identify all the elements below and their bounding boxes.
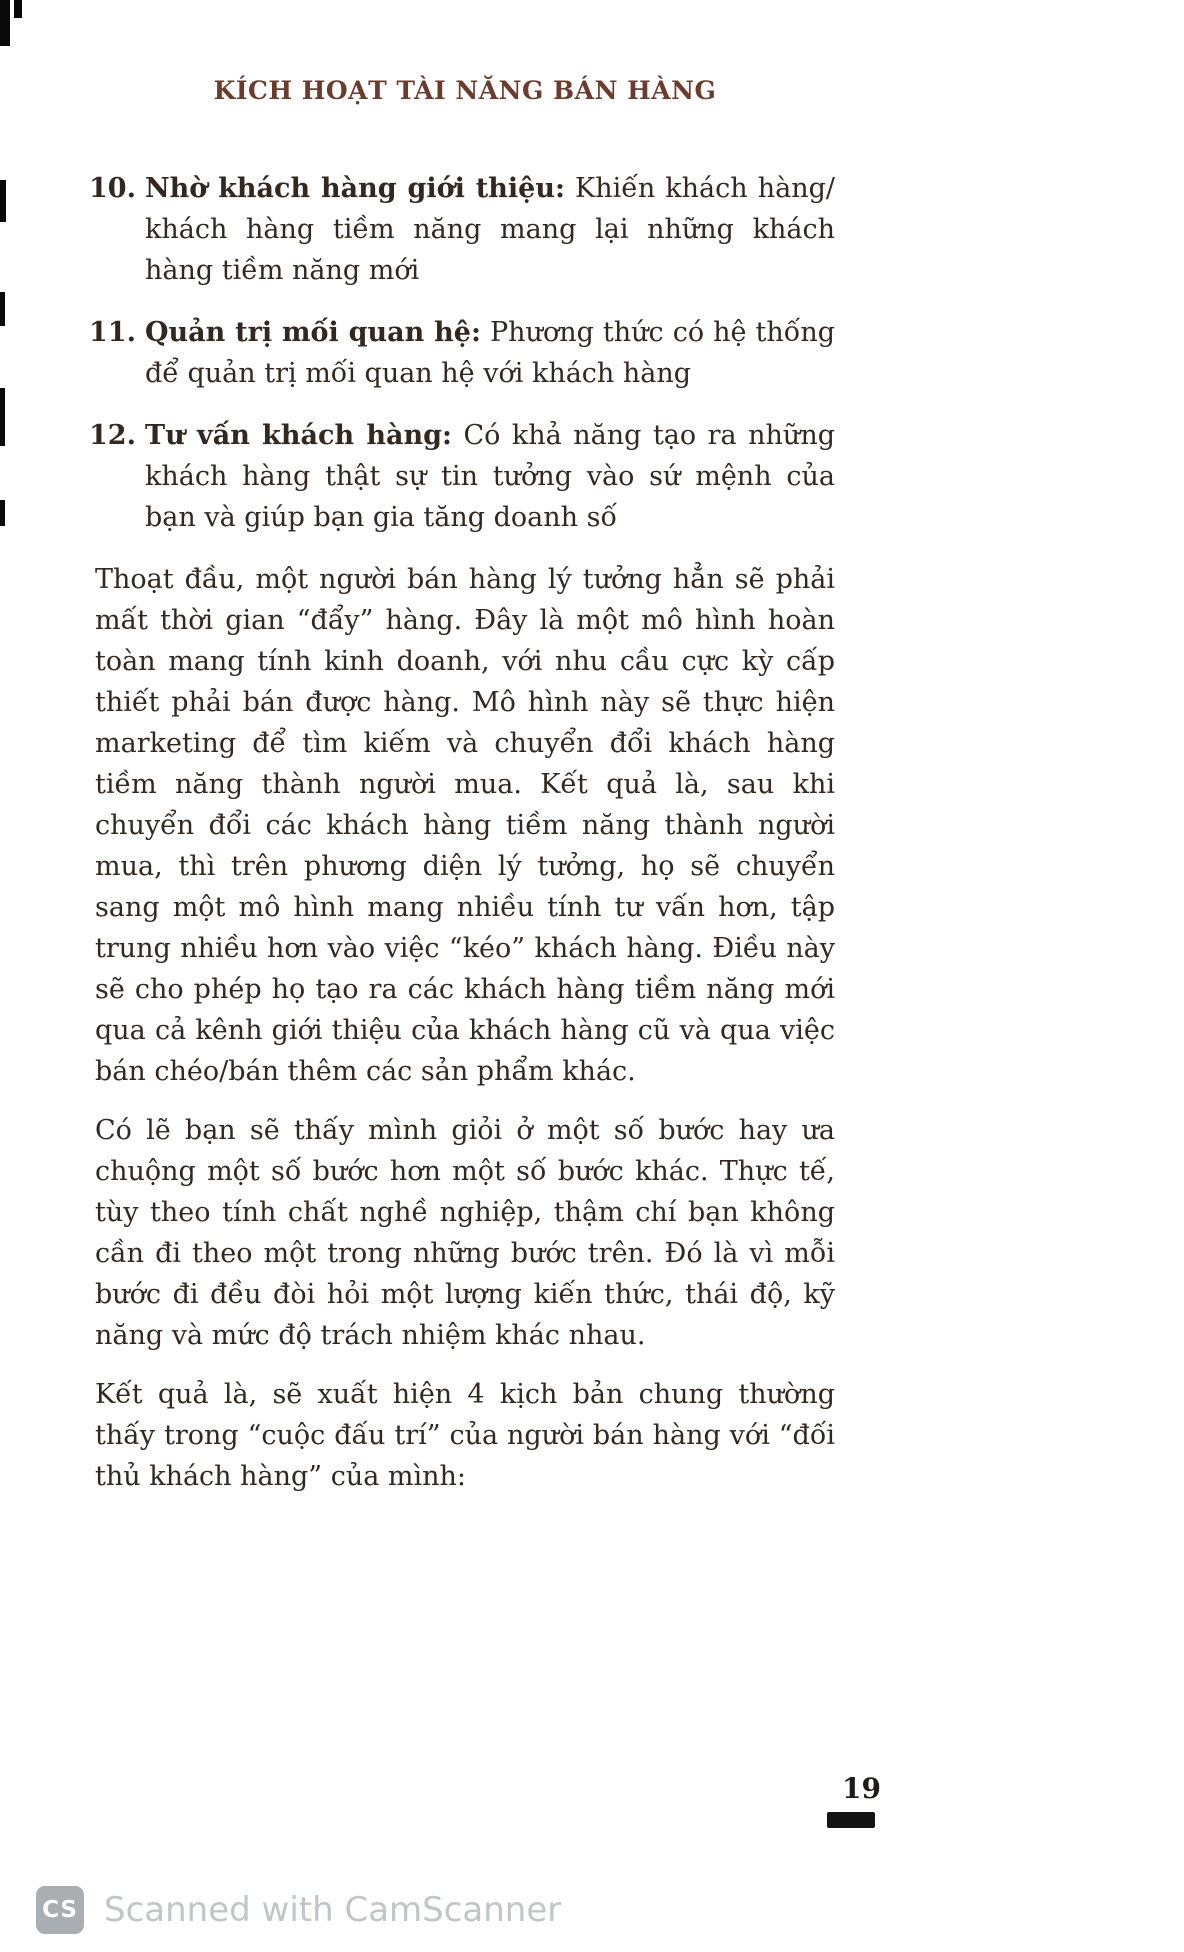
scan-edge-artifact [0, 180, 6, 222]
scan-edge-artifact [14, 0, 22, 18]
list-item-label: Nhờ khách hàng giới thiệu: [145, 173, 565, 204]
camscanner-watermark-text: Scanned with CamScanner [104, 1890, 562, 1930]
list-item-text: Khiến khách hàng/ khách hàng tiềm năng mang lại những khách hàng tiềm năng mới [145, 173, 835, 286]
list-item-body [145, 312, 835, 394]
page-title: KÍCH HOẠT TÀI NĂNG BÁN HÀNG [213, 76, 717, 105]
camscanner-logo-icon: CS [36, 1886, 84, 1934]
numbered-list [89, 168, 835, 538]
camscanner-watermark [36, 1886, 561, 1934]
page-number: 19 [842, 1772, 881, 1805]
list-item-number: 10. [89, 173, 136, 204]
page-content [89, 168, 835, 1497]
list-item-number: 11. [89, 317, 136, 348]
scan-edge-artifact [0, 292, 5, 326]
list-item-body [145, 415, 835, 538]
list-item-label: Quản trị mối quan hệ: [145, 317, 481, 348]
scan-edge-artifact [0, 0, 10, 46]
list-item-text: Có khả năng tạo ra những khách hàng thật sự tin tưởng vào sứ mệnh của bạn và giúp bạn gia tăng doanh số [145, 420, 835, 533]
list-item-label: Tư vấn khách hàng: [145, 420, 452, 451]
scan-edge-artifact [0, 388, 5, 446]
list-item [89, 168, 835, 291]
body-paragraph: Thoạt đầu, một người bán hàng lý tưởng hẳn sẽ phải mất thời gian “đẩy” hàng. Đây là một mô hình hoàn toàn mang tính kinh doanh, với nhu cầu cực kỳ cấp thiết phải bán được hàng. Mô hình này sẽ thực hiện marketing để tìm kiếm và chuyển đổi khách hàng tiềm năng thành người mua. Kết quả là, sau khi chuyển đổi các khách hàng tiềm năng thành người mua, thì trên phương diện lý tưởng, họ sẽ chuyển sang một mô hình mang nhiều tính tư vấn hơn, tập trung nhiều hơn vào việc “kéo” khách hàng. Điều này sẽ cho phép họ tạo ra các khách hàng tiềm năng mới qua cả kênh giới thiệu của khách hàng cũ và qua việc bán chéo/bán thêm các sản phẩm khác. [95, 564, 835, 1087]
body-paragraph: Kết quả là, sẽ xuất hiện 4 kịch bản chung thường thấy trong “cuộc đấu trí” của người bán hàng với “đối thủ khách hàng” của mình: [95, 1379, 835, 1492]
scan-ink-mark [827, 1812, 875, 1828]
list-item [89, 415, 835, 538]
list-item-number: 12. [89, 420, 136, 451]
body-paragraph: Có lẽ bạn sẽ thấy mình giỏi ở một số bước hay ưa chuộng một số bước hơn một số bước khác. Thực tế, tùy theo tính chất nghề nghiệp, thậm chí bạn không cần đi theo một trong những bước trên. Đó là vì mỗi bước đi đều đòi hỏi một lượng kiến thức, thái độ, kỹ năng và mức độ trách nhiệm khác nhau. [95, 1115, 835, 1351]
scan-edge-artifact [0, 500, 5, 526]
list-item-body [145, 168, 835, 291]
list-item-text: Phương thức có hệ thống để quản trị mối quan hệ với khách hàng [145, 317, 835, 389]
list-item [89, 312, 835, 394]
